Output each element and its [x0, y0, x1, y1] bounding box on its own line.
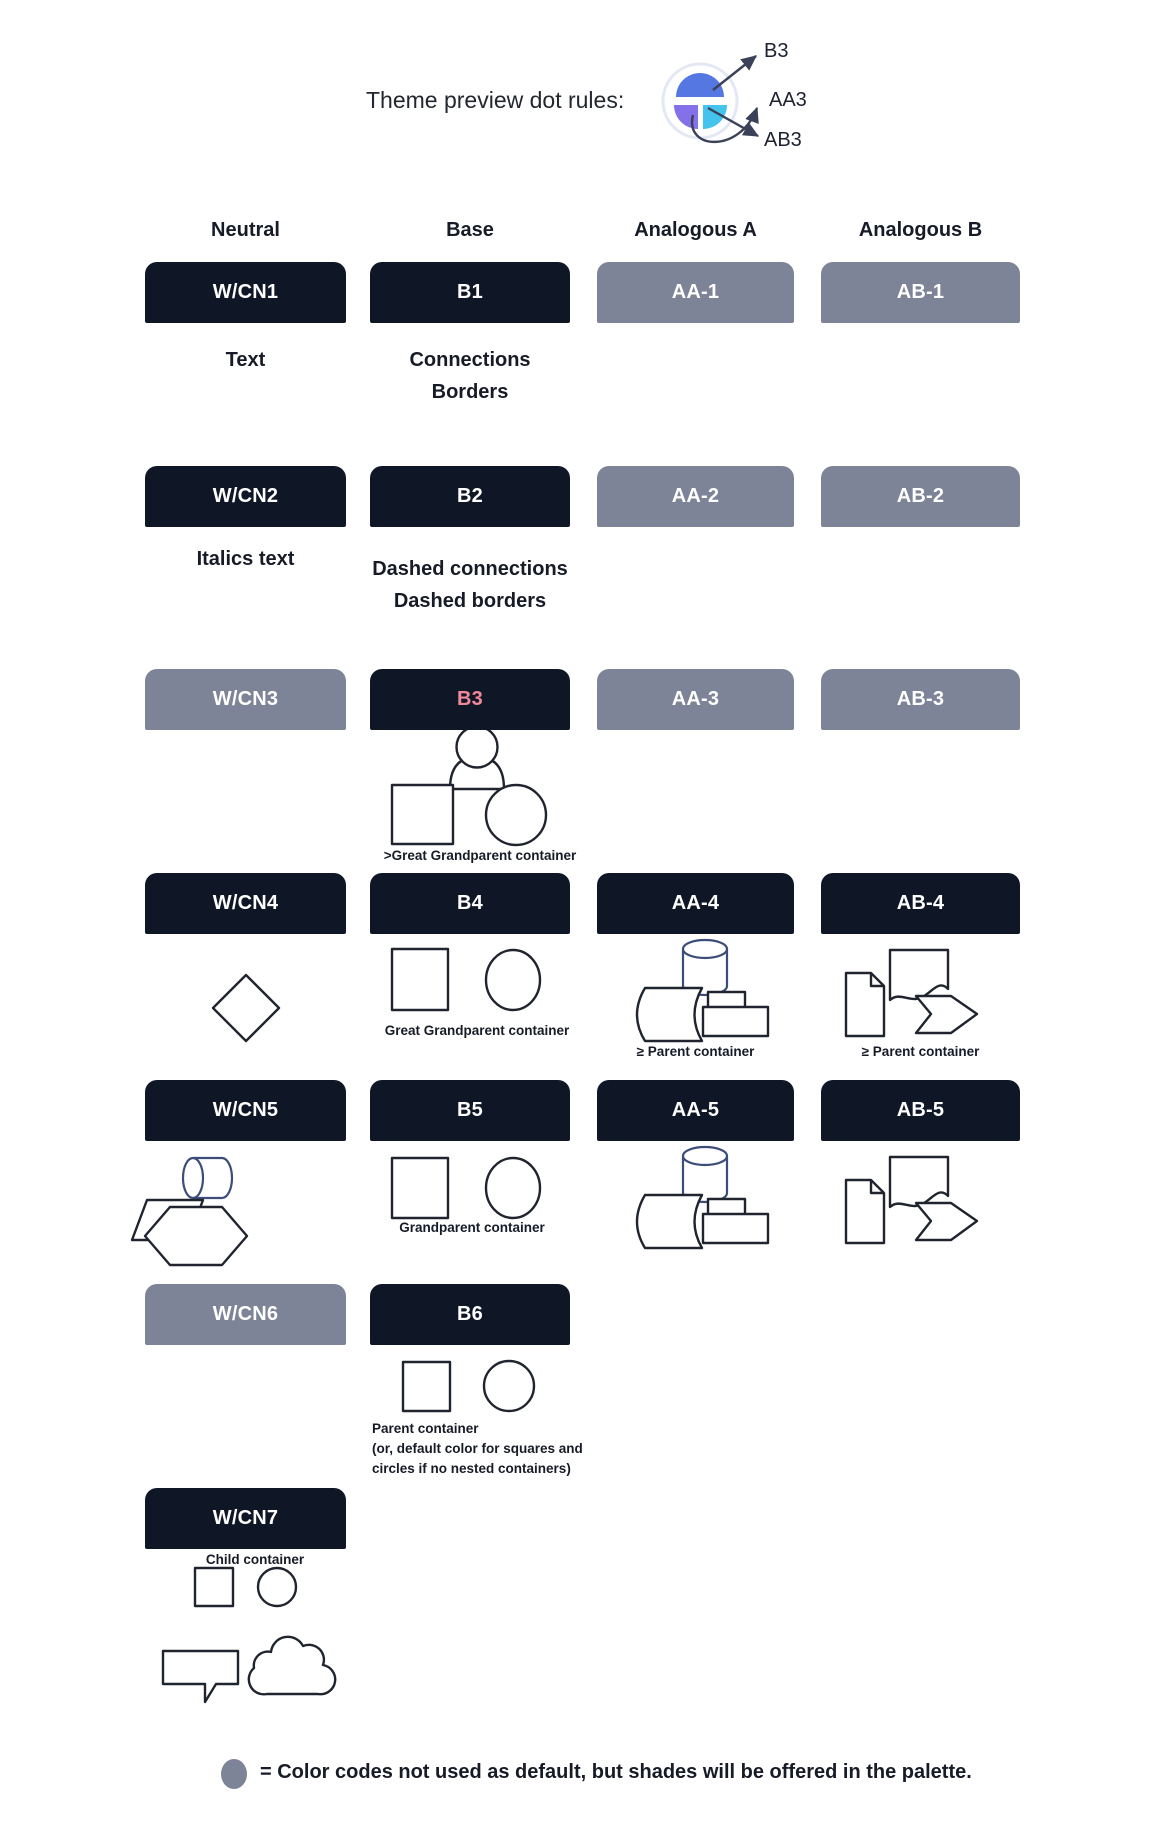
b6-parent-shapes	[403, 1361, 534, 1411]
document-shape	[846, 1180, 884, 1243]
cylinder-top-shape	[683, 940, 727, 958]
cloud-shape	[249, 1637, 335, 1695]
pill-aa3: AA-3	[597, 669, 794, 730]
dot-target-label-aa3: AA3	[769, 89, 807, 111]
cylinder-end-shape	[183, 1158, 203, 1198]
circle-shape	[486, 785, 546, 845]
caption-b6-line2: (or, default color for squares and	[372, 1441, 583, 1456]
pill-b5: B5	[370, 1080, 570, 1141]
chevron-shape	[916, 1203, 977, 1240]
pill-aa2: AA-2	[597, 466, 794, 527]
aa4-parent-shapes	[637, 940, 768, 1041]
pill-b2: B2	[370, 466, 570, 527]
pill-wcn4: W/CN4	[145, 873, 346, 934]
pill-wcn6: W/CN6	[145, 1284, 346, 1345]
circle-shape	[258, 1568, 296, 1606]
dot-target-label-ab3: AB3	[764, 129, 802, 151]
caption-b4-shapes: Great Grandparent container	[384, 1023, 570, 1038]
wcn5-shapes	[132, 1158, 247, 1265]
stored-data-shape	[637, 988, 702, 1041]
document-shape	[846, 973, 884, 1036]
square-shape	[392, 949, 448, 1010]
pill-aa4: AA-4	[597, 873, 794, 934]
b5-grandparent-shapes	[392, 1158, 540, 1218]
cylinder-top-shape	[683, 1147, 727, 1165]
person-head-shape	[457, 727, 498, 768]
pill-aa5: AA-5	[597, 1080, 794, 1141]
caption-b6-shapes	[372, 1419, 583, 1479]
column-header-base: Base	[446, 219, 494, 241]
caption-ab4-shapes: ≥ Parent container	[861, 1044, 980, 1059]
pill-b4: B4	[370, 873, 570, 934]
caption-b6-line1: Parent container	[372, 1421, 479, 1436]
caption-b5-shapes: Grandparent container	[399, 1220, 545, 1235]
ab5-shapes	[846, 1157, 977, 1243]
square-shape	[392, 1158, 448, 1218]
pill-aa1: AA-1	[597, 262, 794, 323]
page-title: Theme preview dot rules:	[366, 87, 625, 113]
wcn4-diamond-shape	[213, 975, 279, 1041]
pill-ab3: AB-3	[821, 669, 1020, 730]
b3-great-grandparent-shapes	[392, 727, 546, 846]
b4-great-grandparent-shapes	[392, 949, 540, 1010]
column-header-neutral: Neutral	[211, 219, 280, 241]
note-b1-line1: Connections	[409, 349, 531, 371]
folder-main-shape	[703, 1007, 768, 1036]
torn-paper-shape	[890, 950, 948, 1000]
note-b2-line2: Dashed borders	[393, 590, 547, 612]
circle-shape	[484, 1361, 534, 1411]
note-b1	[370, 344, 570, 408]
pill-wcn7: W/CN7	[145, 1488, 346, 1549]
note-wcn2: Italics text	[196, 548, 295, 570]
pill-b1: B1	[370, 262, 570, 323]
chevron-shape	[916, 996, 977, 1033]
folder-main-shape	[703, 1214, 768, 1243]
wcn7-child-shapes	[163, 1568, 335, 1702]
pill-b6: B6	[370, 1284, 570, 1345]
caption-wcn7: Child container	[205, 1552, 305, 1567]
pill-wcn2: W/CN2	[145, 466, 346, 527]
ab4-parent-shapes	[846, 950, 977, 1036]
aa5-shapes	[637, 1147, 768, 1248]
circle-shape	[486, 950, 540, 1010]
note-b2	[345, 553, 595, 617]
circle-shape	[486, 1158, 540, 1218]
torn-paper-shape	[890, 1157, 948, 1207]
square-shape	[403, 1362, 450, 1411]
pill-ab5: AB-5	[821, 1080, 1020, 1141]
pill-wcn3: W/CN3	[145, 669, 346, 730]
caption-b3-shapes: >Great Grandparent container	[383, 848, 577, 863]
pill-ab1: AB-1	[821, 262, 1020, 323]
square-shape	[392, 785, 453, 844]
pill-wcn5: W/CN5	[145, 1080, 346, 1141]
dot-target-label-b3: B3	[764, 40, 789, 62]
footer-legend-text: = Color codes not used as default, but shades will be offered in the palette.	[260, 1761, 972, 1783]
note-b2-line1: Dashed connections	[372, 558, 568, 580]
square-shape	[195, 1568, 233, 1606]
theme-preview-dot-icon	[663, 64, 737, 138]
pill-wcn1: W/CN1	[145, 262, 346, 323]
caption-aa4-shapes: ≥ Parent container	[636, 1044, 755, 1059]
column-header-analogous-b: Analogous B	[858, 219, 983, 241]
legend-gray-dot	[221, 1759, 247, 1789]
pill-b3: B3	[370, 669, 570, 730]
caption-b6-line3: circles if no nested containers)	[372, 1461, 571, 1476]
note-b1-line2: Borders	[431, 381, 509, 403]
column-header-analogous-a: Analogous A	[634, 219, 757, 241]
speech-bubble-shape	[163, 1651, 238, 1702]
pill-ab4: AB-4	[821, 873, 1020, 934]
pill-ab2: AB-2	[821, 466, 1020, 527]
stored-data-shape	[637, 1195, 702, 1248]
note-wcn1: Text	[225, 349, 266, 371]
